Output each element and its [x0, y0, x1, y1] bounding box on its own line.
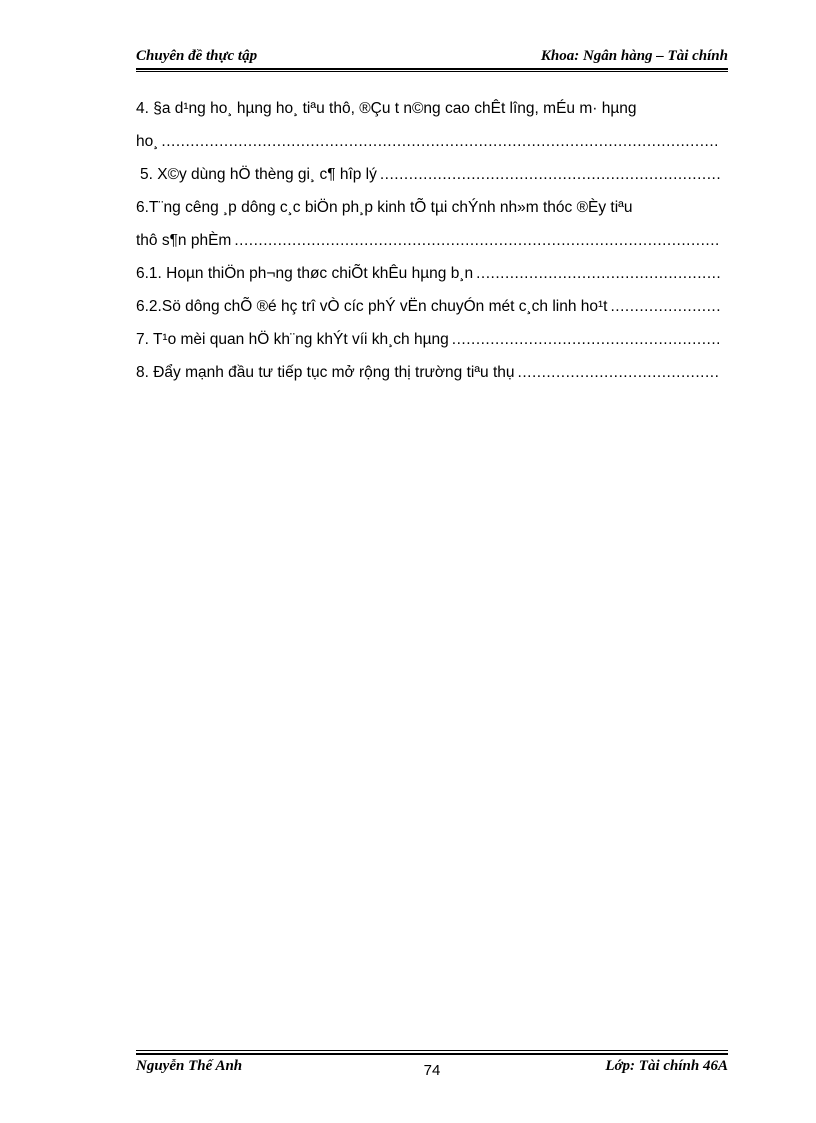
toc-item-6-text: 6.T¨ng cêng ¸p dông c¸c biÖn ph¸p kinh tÕ tµi chÝnh nh»m thóc ®Èy tiªu [136, 199, 633, 216]
toc-leader-dots [476, 257, 720, 290]
toc-item-7-text: 7. T¹o mèi quan hÖ kh¨ng khÝt víi kh¸ch hµng [136, 331, 449, 348]
toc-item-6-1 [136, 257, 720, 290]
toc-item-6-1-text: 6.1. Hoµn thiÖn ph¬ng thøc chiÕt khÊu hµng b¸n [136, 265, 474, 282]
toc-item-6-continued [136, 224, 720, 257]
toc-leader-dots [161, 125, 720, 158]
page-header [136, 48, 728, 72]
toc-item-4-text-continued: ho¸ [136, 133, 159, 150]
toc-item-7 [136, 323, 720, 356]
toc-item-5 [136, 158, 720, 191]
toc-item-4 [136, 92, 720, 125]
header-rule-thin [136, 71, 728, 72]
toc-item-6-text-continued: thô s¶n phÈm [136, 232, 232, 249]
toc-item-4-text: 4. §a d¹ng ho¸ hµng ho¸ tiªu thô, ®Çu t n©ng cao chÊt lîng, mÉu m· hµng [136, 100, 637, 117]
toc-item-6-2 [136, 290, 720, 323]
toc-item-5-text: 5. X©y dùng hÖ thèng gi¸ c¶ hîp lý [140, 166, 377, 183]
footer-rule [136, 1053, 728, 1055]
footer-class: Lớp: Tài chính 46A [605, 1058, 728, 1074]
footer-rule-thin [136, 1050, 728, 1051]
table-of-contents [136, 92, 720, 389]
toc-item-8 [136, 356, 720, 389]
toc-leader-dots [452, 323, 720, 356]
toc-item-4-continued [136, 125, 720, 158]
toc-leader-dots [234, 224, 720, 257]
footer-author: Nguyễn Thế Anh [136, 1058, 243, 1074]
page-footer [136, 1050, 728, 1080]
toc-leader-dots [518, 356, 720, 389]
header-rule [136, 68, 728, 70]
toc-item-8-text: 8. Đẩy mạnh đầu tư tiếp tục mở rộng thị trường tiªu thụ [136, 364, 515, 381]
page-number: 74 [423, 1062, 441, 1079]
header-title: Chuyên đề thực tập [136, 48, 258, 64]
toc-item-6-2-text: 6.2.Sö dông chÕ ®é hç trî vÒ cíc phÝ vËn chuyÓn mét c¸ch linh ho¹t [136, 298, 608, 315]
header-department: Khoa: Ngân hàng – Tài chính [540, 48, 728, 64]
toc-leader-dots [610, 290, 720, 323]
toc-leader-dots [380, 158, 720, 191]
toc-item-6 [136, 191, 720, 224]
